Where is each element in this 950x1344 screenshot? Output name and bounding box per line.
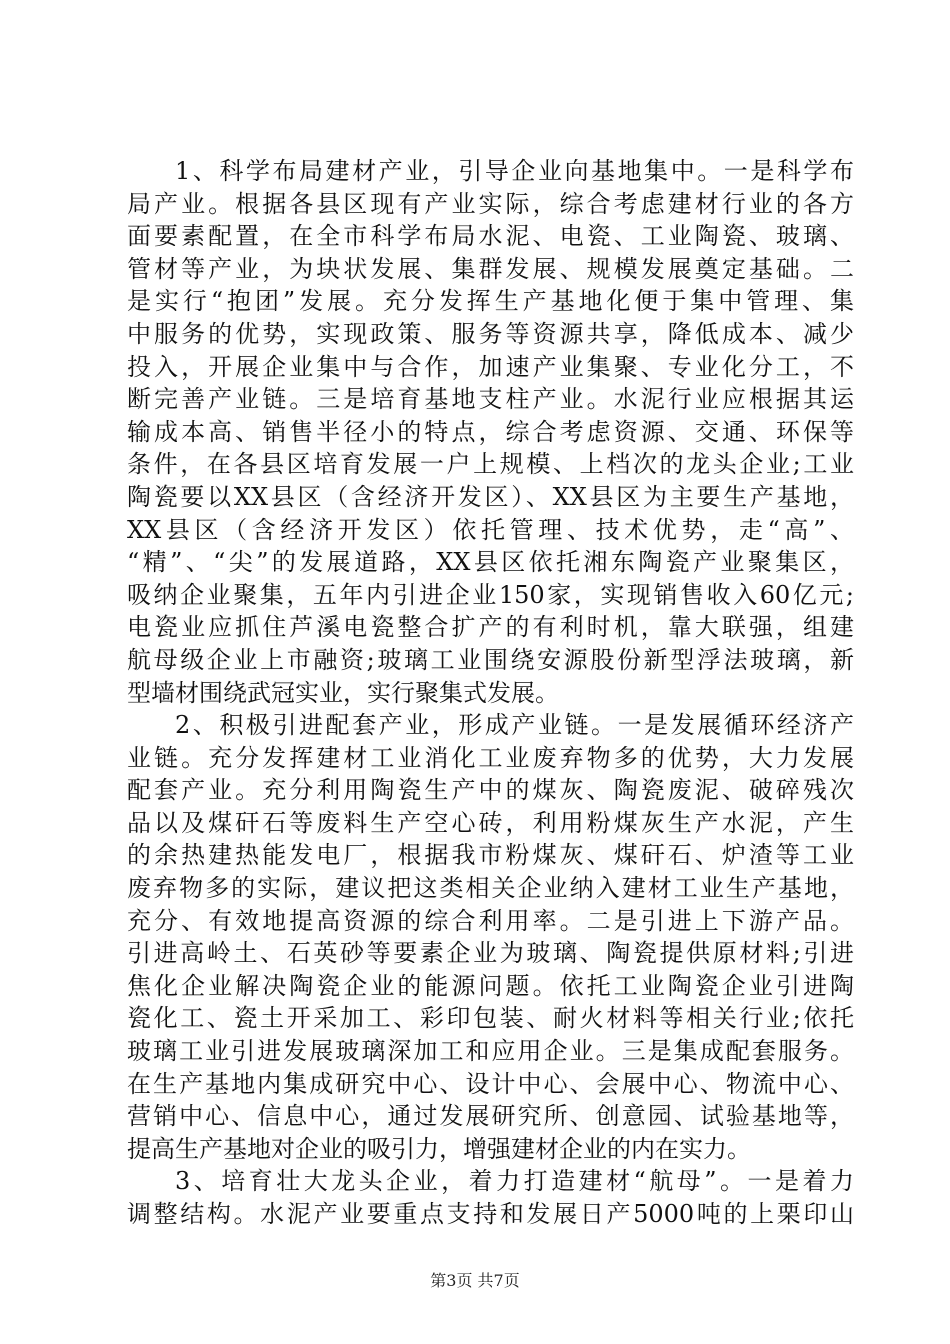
text-line: 航母级企业上市融资;玻璃工业围绕安源股份新型浮法玻璃，新 [127,645,854,674]
document-body [127,155,854,1231]
text-line: 是实行“抱团”发展。充分发挥生产基地化便于集中管理、集 [127,287,854,316]
text-line: “精”、“尖”的发展道路，XX县区依托湘东陶瓷产业聚集区， [127,548,854,577]
text-line: 营销中心、信息中心，通过发展研究所、创意园、试验基地等， [127,1102,854,1131]
text-line: 陶瓷要以XX县区（含经济开发区）、XX县区为主要生产基地， [127,482,854,511]
text-line: 2、积极引进配套产业，形成产业链。一是发展循环经济产 [175,711,854,740]
text-line: 输成本高、销售半径小的特点，综合考虑资源、交通、环保等 [127,417,854,446]
text-line: 电瓷业应抓住芦溪电瓷整合扩产的有利时机，靠大联强，组建 [127,613,854,642]
text-line: 吸纳企业聚集，五年内引进企业150家，实现销售收入60亿元; [127,580,854,609]
text-line: 瓷化工、瓷土开采加工、彩印包装、耐火材料等相关行业;依托 [127,1004,854,1033]
text-line: 调整结构。水泥产业要重点支持和发展日产5000吨的上栗印山 [127,1200,854,1228]
text-line: 在生产基地内集成研究中心、设计中心、会展中心、物流中心、 [127,1069,854,1098]
text-line: 的余热建热能发电厂，根据我市粉煤灰、煤矸石、炉渣等工业 [127,841,854,870]
text-line: 面要素配置，在全市科学布局水泥、电瓷、工业陶瓷、玻璃、 [127,222,854,251]
text-line: 配套产业。充分利用陶瓷生产中的煤灰、陶瓷废泥、破碎残次 [127,776,854,805]
text-line: 业链。充分发挥建材工业消化工业废弃物多的优势，大力发展 [127,743,854,772]
text-line: 玻璃工业引进发展玻璃深加工和应用企业。三是集成配套服务。 [127,1037,854,1066]
text-line: 提高生产基地对企业的吸引力，增强建材企业的内在实力。 [127,1134,751,1163]
text-line: 型墙材围绕武冠实业，实行聚集式发展。 [127,678,559,707]
text-line: 3、培育壮大龙头企业，着力打造建材“航母”。一是着力 [175,1167,854,1196]
page-footer: 第3页 共7页 [430,1271,520,1290]
text-line: 充分、有效地提高资源的综合利用率。二是引进上下游产品。 [127,906,854,935]
text-line: 局产业。根据各县区现有产业实际，综合考虑建材行业的各方 [127,189,854,218]
text-line: XX县区（含经济开发区）依托管理、技术优势，走“高”、 [127,515,854,544]
text-line: 管材等产业，为块状发展、集群发展、规模发展奠定基础。二 [127,254,854,283]
text-line: 废弃物多的实际，建议把这类相关企业纳入建材工业生产基地， [127,874,854,903]
text-line: 焦化企业解决陶瓷企业的能源问题。依托工业陶瓷企业引进陶 [127,971,854,1000]
text-line: 断完善产业链。三是培育基地支柱产业。水泥行业应根据其运 [127,385,854,414]
text-line: 引进高岭土、石英砂等要素企业为玻璃、陶瓷提供原材料;引进 [127,939,854,968]
text-line: 投入，开展企业集中与合作，加速产业集聚、专业化分工，不 [127,352,854,381]
text-line: 条件，在各县区培育发展一户上规模、上档次的龙头企业;工业 [127,450,854,479]
text-line: 中服务的优势，实现政策、服务等资源共享，降低成本、减少 [127,319,854,348]
text-line: 品以及煤矸石等废料生产空心砖，利用粉煤灰生产水泥，产生 [127,808,854,837]
text-line: 1、科学布局建材产业，引导企业向基地集中。一是科学布 [175,157,854,185]
